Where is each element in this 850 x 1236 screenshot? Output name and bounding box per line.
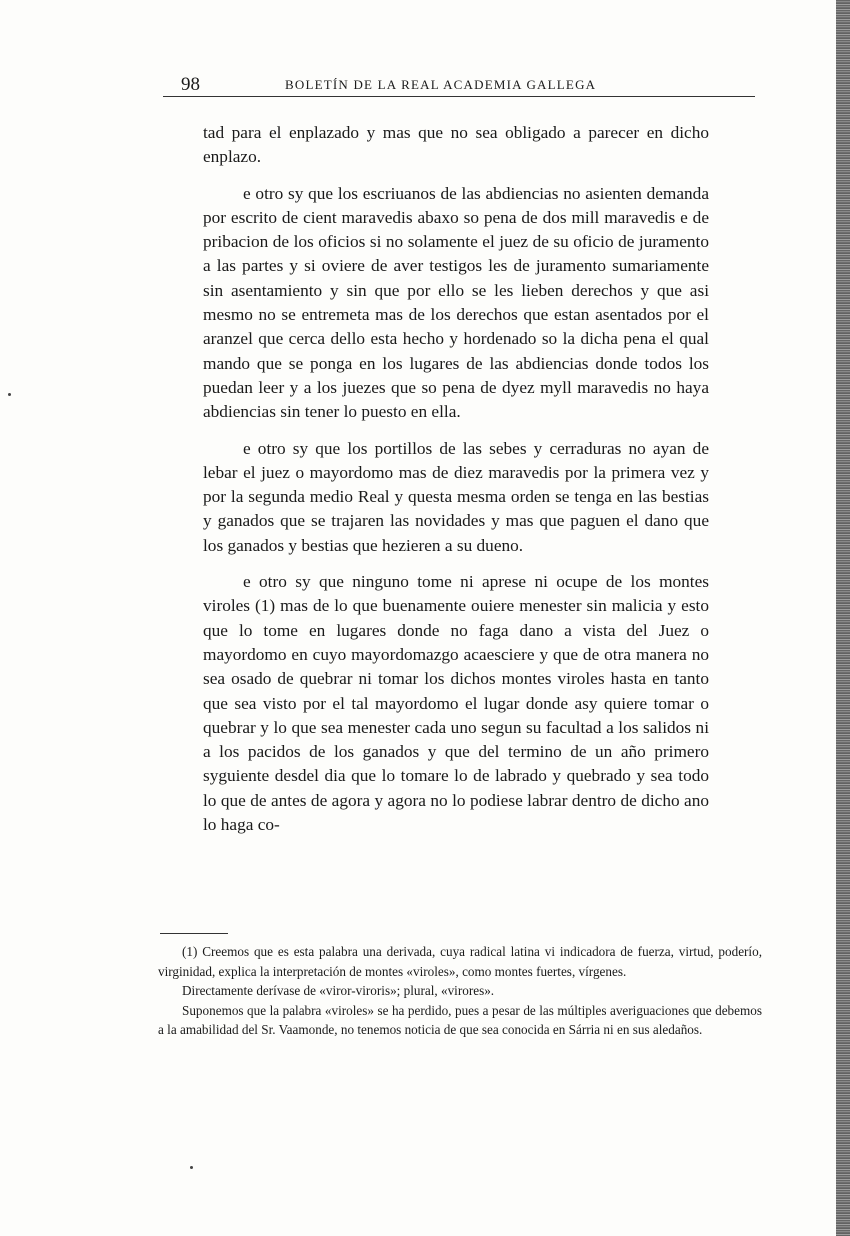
paragraph: e otro sy que ninguno tome ni aprese ni ocupe de los montes viroles (1) mas de lo que buenamente ouiere menester sin malicia y esto que lo tome en lugares donde no faga dano a vista del Juez o mayordomo en cuyo mayordomazgo acaesciere y que de otra manera no sea osado de quebrar ni tomar los dichos montes viroles hasta en tanto que sea visto por el tal mayordomo el lugar donde asy quiere tomar o quebrar y lo que sea menester cada uno segun su facultad a los salidos ni a los pacidos de los ganados y que del termino de un año primero syguiente desdel dia que lo tomare lo de labrado y quebrado y sea todo lo que de antes de agora y agora no lo podiese labrar dentro de dicho ano lo haga co- [203,572,709,835]
scanned-page-edge [836,0,850,1236]
running-title: BOLETÍN DE LA REAL ACADEMIA GALLEGA [285,77,597,92]
scan-speck [190,1166,193,1169]
page-header [163,72,755,97]
main-text [203,121,709,849]
footnote-divider [160,933,228,934]
scan-speck [8,393,11,396]
footnote-paragraph: Directamente derívase de «viror-viroris»; plural, «virores». [182,983,495,998]
page-number: 98 [181,74,200,95]
footnote-paragraph: (1) Creemos que es esta palabra una derivada, cuya radical latina vi indicadora de fuerza, virtud, poderío, virginidad, explica la interpretación de montes «viroles», como montes fuertes, vírgenes. [158,944,762,979]
paragraph: e otro sy que los portillos de las sebes y cerraduras no ayan de lebar el juez o mayordomo mas de diez maravedis por la primera vez y por la segunda medio Real y questa mesma orden se tenga en las bestias y ganados que se trajaren las novidades y mas que paguen el dano que los ganados y bestias que hezieren a su dueno. [203,438,709,555]
paragraph: e otro sy que los escriuanos de las abdiencias no asienten demanda por escrito de cient maravedis abaxo so pena de dos mill maravedis e de pribacion de los oficios si no solamente el juez de su oficio de juramento a las partes y si oviere de aver testigos les de juramento sumariamente sin asentamiento y sin que por ello se les lieben derechos y que asi mesmo no se entremeta mas de los derechos que estan asentados por el aranzel que cerca dello esta hecho y hordenado so la dicha pena el qual mando que se ponga en los lugares de las abdiencias donde todos los puedan leer y a los juezes que so pena de dyez myll maravedis no haya abdiencias sin tener lo puesto en ella. [203,183,709,422]
paragraph: tad para el enplazado y mas que no sea obligado a parecer en dicho enplazo. [203,123,709,167]
footnote-paragraph: Suponemos que la palabra «viroles» se ha perdido, pues a pesar de las múltiples averiguaciones que debemos a la amabilidad del Sr. Vaamonde, no tenemos noticia de que sea conocida en Sárria ni en sus aledaños. [158,1002,762,1037]
footnotes [158,942,762,1040]
